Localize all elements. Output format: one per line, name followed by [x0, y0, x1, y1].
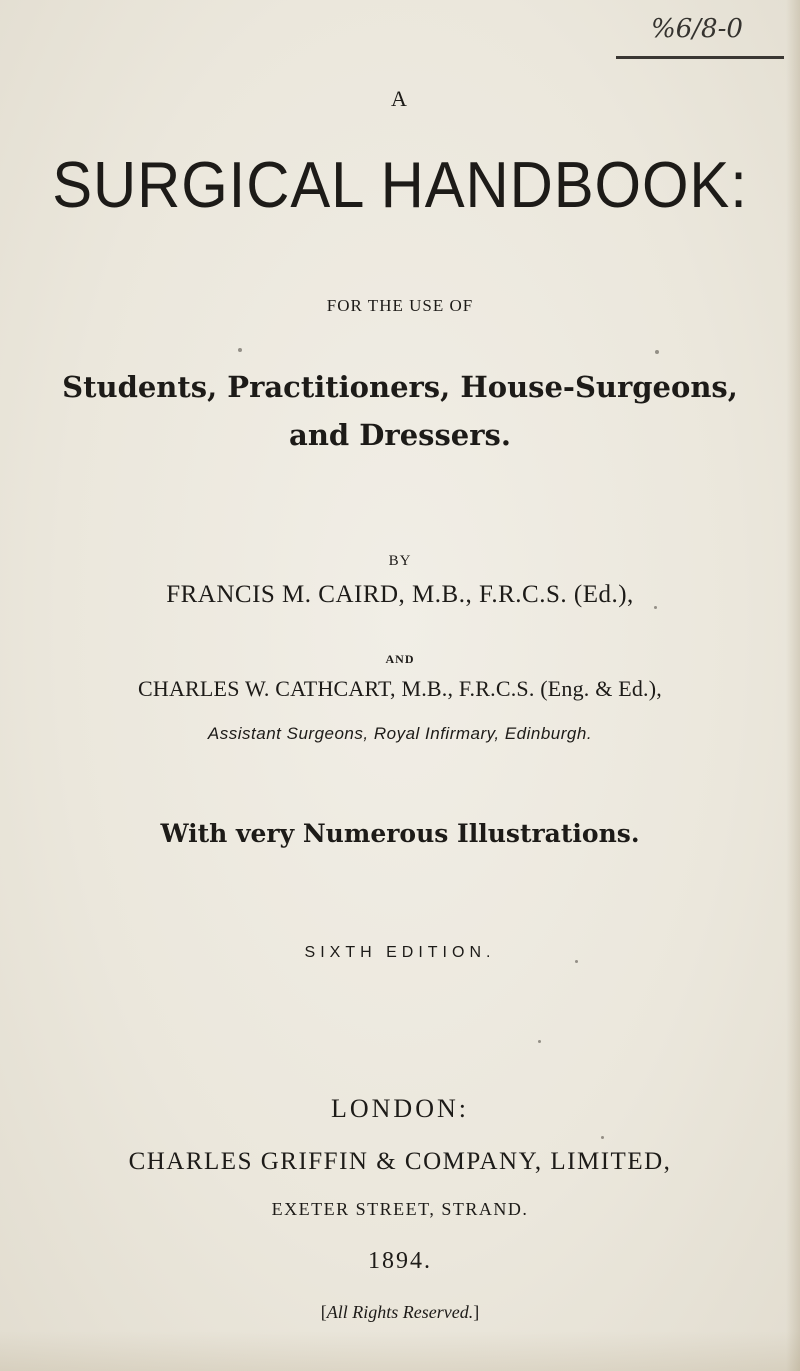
foxing-speck: [575, 960, 578, 963]
imprint-publisher: CHARLES GRIFFIN & COMPANY, LIMITED,: [128, 1148, 672, 1175]
rights-close-bracket: ]: [473, 1302, 480, 1322]
imprint-city: LONDON:: [331, 1094, 469, 1123]
illustrations-line: With very Numerous Illustrations.: [160, 819, 640, 848]
rights-text: All Rights Reserved.: [326, 1302, 474, 1322]
foxing-speck: [538, 1040, 541, 1043]
foxing-speck: [655, 350, 659, 354]
foxing-speck: [601, 1136, 604, 1139]
foxing-speck: [654, 606, 657, 609]
foxing-speck: [238, 348, 242, 352]
audience-line-1: Students, Practitioners, House-Surgeons,: [62, 370, 738, 404]
rights-line: [0, 1302, 800, 1323]
page-bottom-shadow: [0, 1331, 800, 1371]
for-use-line: FOR THE USE OF: [326, 296, 474, 315]
imprint-street: EXETER STREET, STRAND.: [271, 1199, 529, 1219]
and-line: AND: [385, 652, 415, 666]
handwritten-shelfmark: %6/8-0: [651, 14, 743, 44]
author-affiliation: Assistant Surgeons, Royal Infirmary, Edinburgh.: [207, 724, 593, 743]
imprint-year: 1894.: [368, 1248, 432, 1274]
edition-line: SIXTH EDITION.: [304, 944, 496, 961]
by-line: BY: [388, 553, 412, 569]
title-article: A: [391, 86, 409, 111]
rights-open-bracket: [: [320, 1302, 327, 1322]
audience-line-2: and Dressers.: [289, 418, 511, 452]
book-title: SURGICAL HANDBOOK:: [52, 148, 748, 221]
shelfmark-underline: [616, 56, 784, 59]
author-2: CHARLES W. CATHCART, M.B., F.R.C.S. (Eng. & Ed.),: [138, 676, 662, 701]
author-1: FRANCIS M. CAIRD, M.B., F.R.C.S. (Ed.),: [166, 581, 634, 608]
